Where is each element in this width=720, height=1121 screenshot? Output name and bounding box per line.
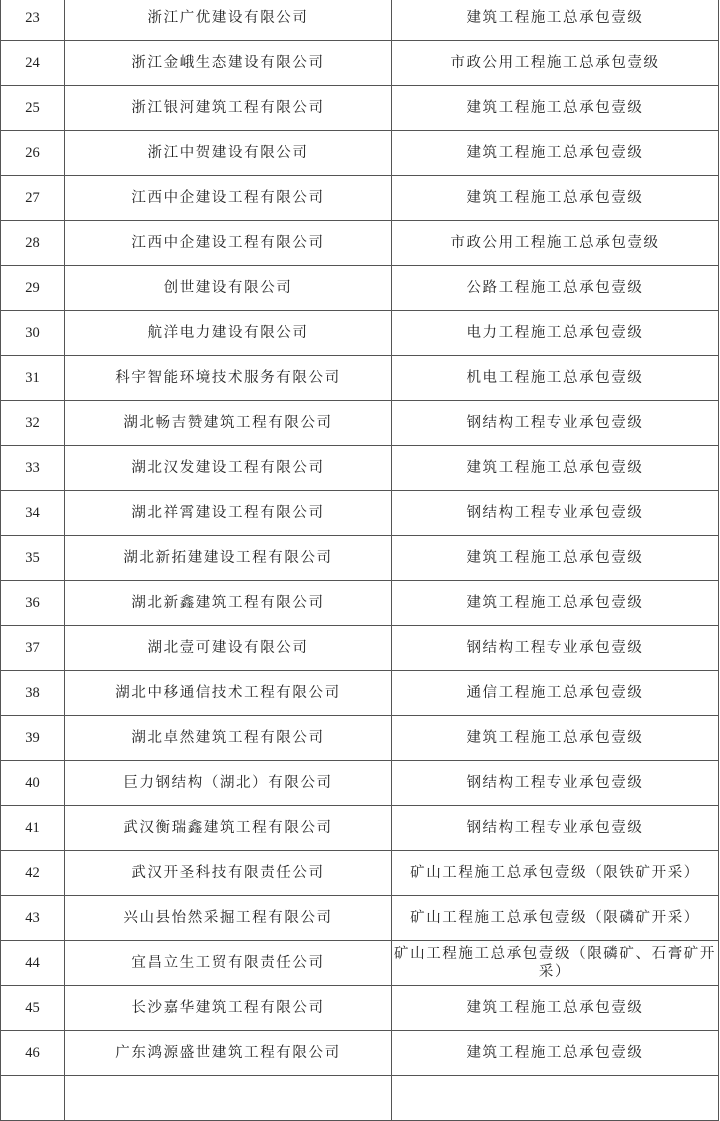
qualification-cell bbox=[392, 941, 719, 986]
table-row bbox=[1, 131, 719, 176]
row-number: 31 bbox=[1, 356, 65, 401]
company-name: 创世建设有限公司 bbox=[65, 266, 392, 311]
company-name: 宜昌立生工贸有限责任公司 bbox=[65, 941, 392, 986]
qualification-text: 建筑工程施工总承包壹级 bbox=[466, 1045, 644, 1061]
row-number: 40 bbox=[1, 761, 65, 806]
table-row bbox=[1, 1076, 719, 1121]
row-number: 34 bbox=[1, 491, 65, 536]
row-number: 42 bbox=[1, 851, 65, 896]
row-number: 28 bbox=[1, 221, 65, 266]
table-row bbox=[1, 896, 719, 941]
row-number: 35 bbox=[1, 536, 65, 581]
table-row bbox=[1, 311, 719, 356]
table-row bbox=[1, 986, 719, 1031]
qualification-cell bbox=[392, 626, 719, 671]
table-row bbox=[1, 356, 719, 401]
qualification-cell bbox=[392, 86, 719, 131]
table-row bbox=[1, 41, 719, 86]
qualification-cell bbox=[392, 446, 719, 491]
company-name: 湖北中移通信技术工程有限公司 bbox=[65, 671, 392, 716]
table-row bbox=[1, 536, 719, 581]
qualification-text: 公路工程施工总承包壹级 bbox=[466, 280, 644, 296]
qualification-text: 机电工程施工总承包壹级 bbox=[466, 370, 644, 386]
qualification-cell bbox=[392, 221, 719, 266]
qualification-text: 建筑工程施工总承包壹级 bbox=[466, 460, 644, 476]
row-number: 43 bbox=[1, 896, 65, 941]
company-name: 江西中企建设工程有限公司 bbox=[65, 221, 392, 266]
qualification-text: 钢结构工程专业承包壹级 bbox=[466, 415, 644, 431]
qualification-cell bbox=[392, 851, 719, 896]
qualification-cell bbox=[392, 311, 719, 356]
company-name: 科宇智能环境技术服务有限公司 bbox=[65, 356, 392, 401]
company-name: 浙江银河建筑工程有限公司 bbox=[65, 86, 392, 131]
row-number: 27 bbox=[1, 176, 65, 221]
qualification-text: 市政公用工程施工总承包壹级 bbox=[450, 55, 660, 71]
qualification-text: 钢结构工程专业承包壹级 bbox=[466, 640, 644, 656]
table-row bbox=[1, 626, 719, 671]
qualification-cell bbox=[392, 671, 719, 716]
table-row bbox=[1, 671, 719, 716]
company-name: 湖北汉发建设工程有限公司 bbox=[65, 446, 392, 491]
row-number: 46 bbox=[1, 1031, 65, 1076]
qualification-cell bbox=[392, 806, 719, 851]
row-number: 33 bbox=[1, 446, 65, 491]
row-number: 30 bbox=[1, 311, 65, 356]
qualification-cell bbox=[392, 986, 719, 1031]
qualification-cell bbox=[392, 176, 719, 221]
qualification-text: 钢结构工程专业承包壹级 bbox=[466, 505, 644, 521]
qualification-text: 矿山工程施工总承包壹级（限铁矿开采） bbox=[410, 865, 700, 881]
qualification-cell bbox=[392, 536, 719, 581]
row-number: 45 bbox=[1, 986, 65, 1031]
qualification-cell bbox=[392, 896, 719, 941]
qualification-cell bbox=[392, 716, 719, 761]
qualification-cell bbox=[392, 401, 719, 446]
company-name: 湖北壹可建设有限公司 bbox=[65, 626, 392, 671]
company-name: 湖北新拓建建设工程有限公司 bbox=[65, 536, 392, 581]
row-number: 24 bbox=[1, 41, 65, 86]
table-row bbox=[1, 761, 719, 806]
company-name: 武汉衡瑞鑫建筑工程有限公司 bbox=[65, 806, 392, 851]
qualification-cell bbox=[392, 491, 719, 536]
qualification-cell bbox=[392, 1031, 719, 1076]
qualification-text: 钢结构工程专业承包壹级 bbox=[466, 820, 644, 836]
row-number: 39 bbox=[1, 716, 65, 761]
qualification-text: 建筑工程施工总承包壹级 bbox=[466, 550, 644, 566]
qualification-cell bbox=[392, 581, 719, 626]
table-row bbox=[1, 581, 719, 626]
table-row bbox=[1, 221, 719, 266]
table-row bbox=[1, 851, 719, 896]
table-row bbox=[1, 941, 719, 986]
company-name: 航洋电力建设有限公司 bbox=[65, 311, 392, 356]
company-name: 湖北新鑫建筑工程有限公司 bbox=[65, 581, 392, 626]
company-name: 湖北卓然建筑工程有限公司 bbox=[65, 716, 392, 761]
qualification-cell bbox=[392, 0, 719, 41]
company-name: 广东鸿源盛世建筑工程有限公司 bbox=[65, 1031, 392, 1076]
row-number bbox=[1, 1076, 65, 1121]
qualification-text: 钢结构工程专业承包壹级 bbox=[466, 775, 644, 791]
table-row bbox=[1, 401, 719, 446]
table-row bbox=[1, 266, 719, 311]
row-number: 29 bbox=[1, 266, 65, 311]
qualification-cell bbox=[392, 131, 719, 176]
qualification-cell bbox=[392, 266, 719, 311]
company-name: 湖北祥霄建设工程有限公司 bbox=[65, 491, 392, 536]
row-number: 44 bbox=[1, 941, 65, 986]
table-row bbox=[1, 806, 719, 851]
table-row bbox=[1, 86, 719, 131]
qualification-text: 建筑工程施工总承包壹级 bbox=[466, 190, 644, 206]
qualification-text: 矿山工程施工总承包壹级（限磷矿、石膏矿开采） bbox=[394, 946, 716, 980]
qualification-text: 市政公用工程施工总承包壹级 bbox=[450, 235, 660, 251]
qualification-text: 建筑工程施工总承包壹级 bbox=[466, 145, 644, 161]
qualification-cell bbox=[392, 1076, 719, 1121]
company-name: 巨力钢结构（湖北）有限公司 bbox=[65, 761, 392, 806]
row-number: 37 bbox=[1, 626, 65, 671]
qualification-cell bbox=[392, 761, 719, 806]
qualification-text: 建筑工程施工总承包壹级 bbox=[466, 1000, 644, 1016]
table-body bbox=[1, 0, 719, 1121]
qualification-cell bbox=[392, 356, 719, 401]
qualification-cell bbox=[392, 41, 719, 86]
table-row bbox=[1, 491, 719, 536]
company-name: 武汉开圣科技有限责任公司 bbox=[65, 851, 392, 896]
company-name: 长沙嘉华建筑工程有限公司 bbox=[65, 986, 392, 1031]
table-row bbox=[1, 716, 719, 761]
qualification-text: 建筑工程施工总承包壹级 bbox=[466, 730, 644, 746]
qualification-text: 建筑工程施工总承包壹级 bbox=[466, 595, 644, 611]
company-name: 湖北畅吉赞建筑工程有限公司 bbox=[65, 401, 392, 446]
company-name: 兴山县怡然采掘工程有限公司 bbox=[65, 896, 392, 941]
company-name: 江西中企建设工程有限公司 bbox=[65, 176, 392, 221]
row-number: 23 bbox=[1, 0, 65, 41]
row-number: 41 bbox=[1, 806, 65, 851]
row-number: 38 bbox=[1, 671, 65, 716]
qualification-text: 矿山工程施工总承包壹级（限磷矿开采） bbox=[410, 910, 700, 926]
company-name: 浙江广优建设有限公司 bbox=[65, 0, 392, 41]
qualification-text: 通信工程施工总承包壹级 bbox=[466, 685, 644, 701]
table-row bbox=[1, 0, 719, 41]
row-number: 32 bbox=[1, 401, 65, 446]
row-number: 36 bbox=[1, 581, 65, 626]
company-name: 浙江中贺建设有限公司 bbox=[65, 131, 392, 176]
company-name: 浙江金峨生态建设有限公司 bbox=[65, 41, 392, 86]
company-name bbox=[65, 1076, 392, 1121]
row-number: 25 bbox=[1, 86, 65, 131]
table-row bbox=[1, 1031, 719, 1076]
table-row bbox=[1, 446, 719, 491]
qualification-text: 建筑工程施工总承包壹级 bbox=[466, 100, 644, 116]
table-row bbox=[1, 176, 719, 221]
qualification-text: 建筑工程施工总承包壹级 bbox=[466, 10, 644, 26]
row-number: 26 bbox=[1, 131, 65, 176]
qualification-text: 电力工程施工总承包壹级 bbox=[466, 325, 644, 341]
